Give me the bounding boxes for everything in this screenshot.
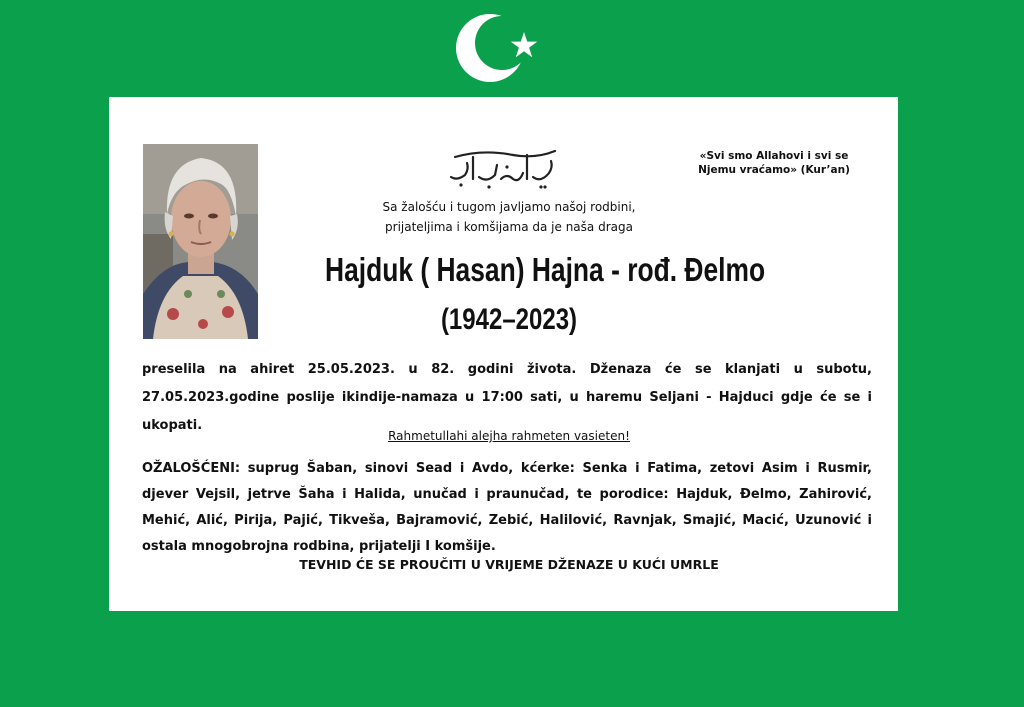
portrait-photo [143, 144, 258, 339]
quote-line-1: «Svi smo Allahovi i svi se [699, 150, 849, 162]
tevhid-notice: TEVHID ĆE SE PROUČITI U VRIJEME DŽENAZE U KUĆI UMRLE [299, 557, 719, 572]
intro-line-1: Sa žalošću i tugom javljamo našoj rodbini, [382, 200, 636, 214]
mourners-list: OŽALOŠĆENI: suprug Šaban, sinovi Sead i Avdo, kćerke: Senka i Fatima, zetovi Asim i Rusmir, djever Vejsil, jetrve Šaha i Halida, unučad i praunučad, te porodice: Hajduk, Đelmo, Zahirović, Mehić, Alić, Pirija, Pajić, Tikveša, Bajramović, Zebić, Halilović, Ravnjak, Smajić, Macić, Uzunović i ostala mnogobrojna rodbina, prijatelji I komšije. [142, 461, 872, 554]
quran-quote [669, 149, 879, 177]
crescent-star-icon [456, 10, 540, 86]
funeral-details: preselila na ahiret 25.05.2023. u 82. godini života. Dženaza će se klanjati u subotu, 27.05.2023.godine poslije ikindije-namaza u 17:00 sati, u haremu Seljani - Hajduci gdje će se i ukopati. [142, 362, 872, 433]
intro-line-2: prijateljima i komšijama da je naša draga [385, 220, 633, 234]
deceased-name: Hajduk ( Hasan) Hajna - rođ. Đelmo [325, 251, 766, 288]
deceased-years: (1942–2023) [440, 303, 578, 336]
quote-line-2: Njemu vraćamo» (Kur’an) [698, 164, 850, 176]
obituary-card [109, 97, 898, 611]
prayer-line: Rahmetullahi alejha rahmeten vasieten! [388, 429, 630, 443]
arabic-calligraphy [443, 143, 563, 191]
intro-text [319, 197, 699, 237]
